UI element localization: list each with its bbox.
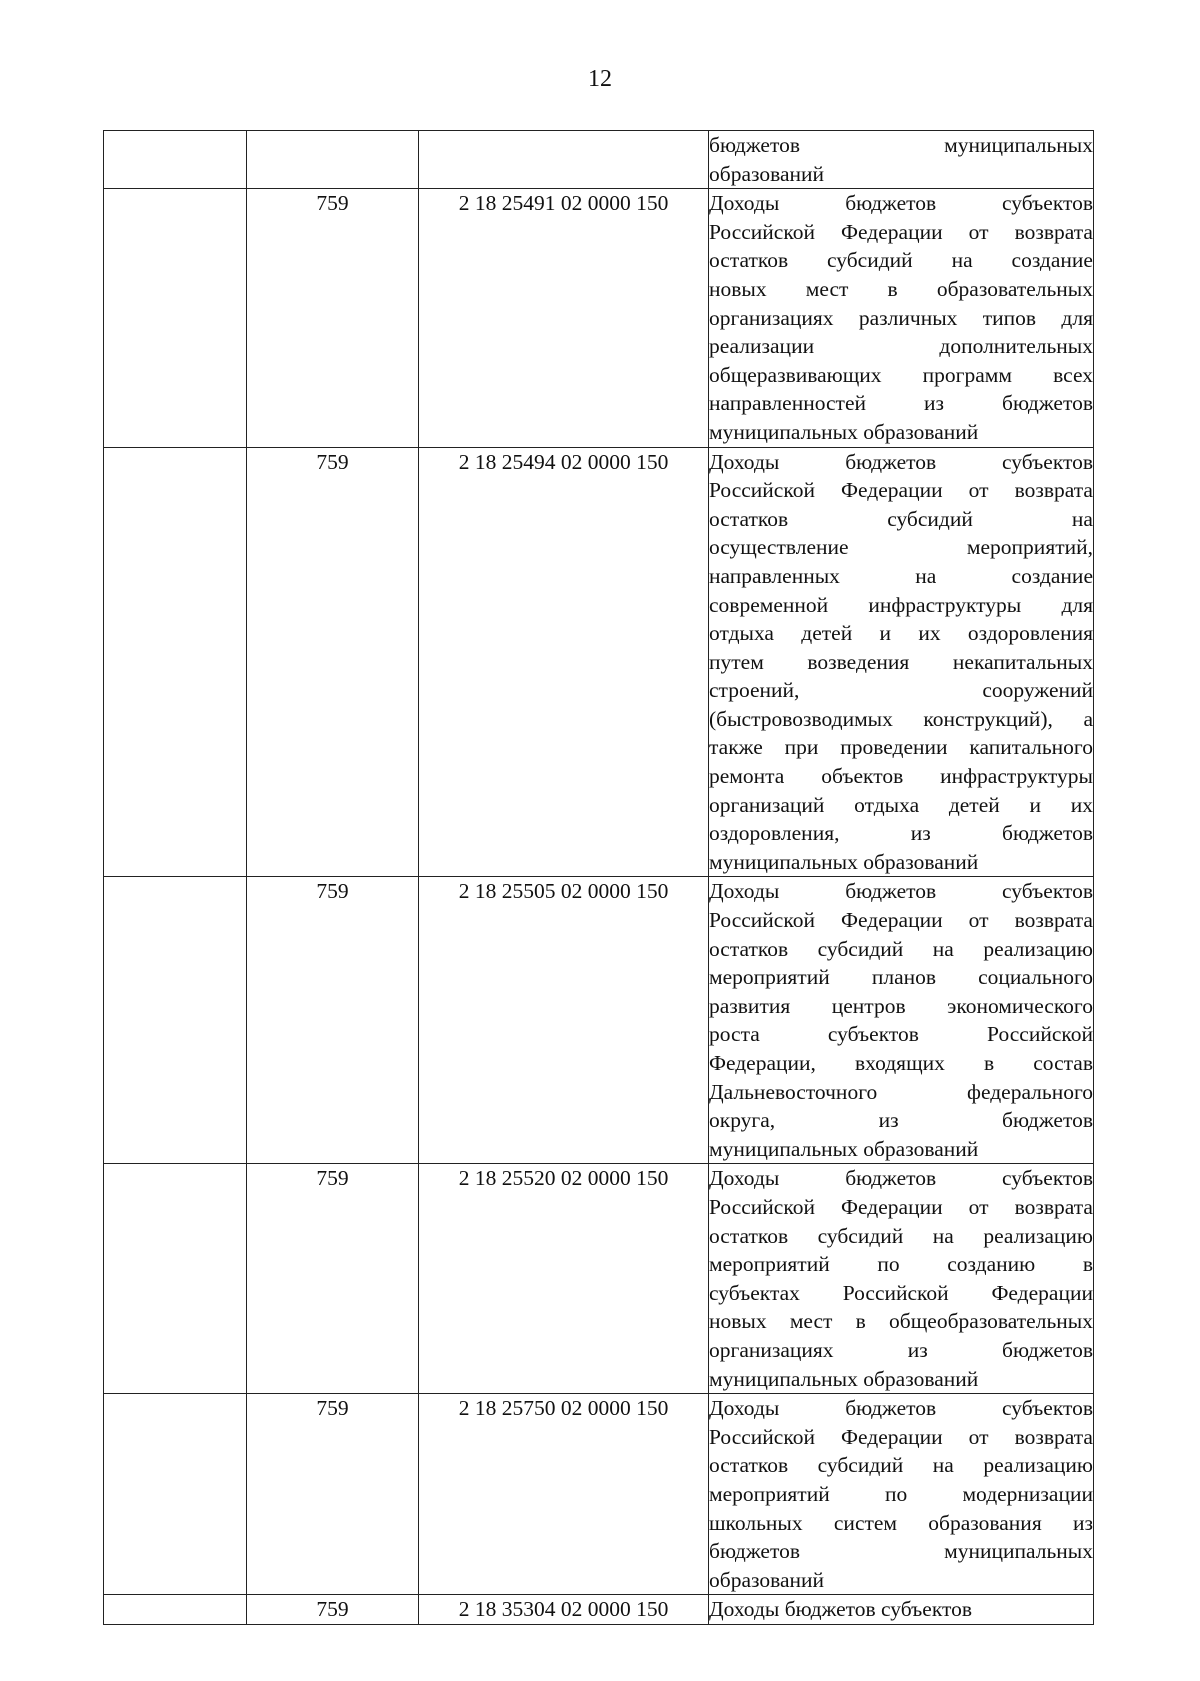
empty-cell (104, 447, 247, 877)
description-line: остатков субсидий на реализацию (709, 936, 1093, 961)
description-line: Доходы бюджетов субъектов (709, 1166, 1093, 1191)
description-cell (709, 189, 1094, 447)
admin-code-cell: 759 (247, 447, 419, 877)
empty-cell (104, 877, 247, 1164)
description-line: (быстровозводимых конструкций), а (709, 706, 1093, 731)
table-row (104, 447, 1094, 877)
description-line: также при проведении капитального (709, 735, 1093, 760)
description-line: бюджетов муниципальных (709, 133, 1093, 157)
table-row (104, 1164, 1094, 1394)
description-cell (709, 877, 1094, 1164)
description-line: направленностей из бюджетов (709, 391, 1093, 416)
description-line: остатков субсидий на создание (709, 248, 1093, 273)
description-cell (709, 1394, 1094, 1595)
empty-cell (104, 131, 247, 189)
empty-cell (104, 1164, 247, 1394)
description-line: Российской Федерации от возврата (709, 1424, 1093, 1449)
description-line: осуществление мероприятий, (709, 535, 1093, 560)
description-line: остатков субсидий на реализацию (709, 1223, 1093, 1248)
description-line: субъектах Российской Федерации (709, 1280, 1093, 1305)
description-line: муниципальных образований (709, 1366, 979, 1391)
description-cell (709, 131, 1094, 189)
description-line: Доходы бюджетов субъектов (709, 1396, 1093, 1421)
admin-code-cell: 759 (247, 1595, 419, 1625)
page-number: 12 (588, 66, 612, 92)
budget-code-cell: 2 18 35304 02 0000 150 (419, 1595, 709, 1625)
admin-code-cell: 759 (247, 877, 419, 1164)
description-line: школьных систем образования из (709, 1510, 1093, 1535)
empty-cell (104, 1394, 247, 1595)
description-line: муниципальных образований (709, 849, 979, 874)
description-cell (709, 1164, 1094, 1394)
description-line: развития центров экономического (709, 993, 1093, 1018)
description-line: муниципальных образований (709, 1136, 979, 1161)
description-line: Российской Федерации от возврата (709, 219, 1093, 244)
description-line: Федерации, входящих в состав (709, 1051, 1093, 1075)
budget-code-table (103, 130, 1094, 1625)
description-line: роста субъектов Российской (709, 1022, 1093, 1047)
description-line: новых мест в образовательных (709, 276, 1093, 301)
admin-code-cell: 759 (247, 1164, 419, 1394)
budget-code-cell (419, 131, 709, 189)
description-line: остатков субсидий на реализацию (709, 1453, 1093, 1478)
description-line: новых мест в общеобразовательных (709, 1309, 1093, 1334)
description-line: образований (709, 161, 825, 186)
description-line: общеразвивающих программ всех (709, 362, 1093, 387)
table-row (104, 877, 1094, 1164)
description-line: оздоровления, из бюджетов (709, 821, 1093, 846)
admin-code-cell: 759 (247, 1394, 419, 1595)
admin-code-cell: 759 (247, 189, 419, 447)
table-row (104, 1595, 1094, 1625)
table-row (104, 189, 1094, 447)
empty-cell (104, 1595, 247, 1625)
description-line: реализации дополнительных (709, 334, 1093, 359)
admin-code-cell (247, 131, 419, 189)
description-line: Российской Федерации от возврата (709, 1194, 1093, 1219)
description-line: образований (709, 1567, 825, 1592)
description-line: Доходы бюджетов субъектов (709, 449, 1093, 474)
description-line: путем возведения некапитальных (709, 649, 1093, 674)
description-cell (709, 1595, 1094, 1625)
description-line: ремонта объектов инфраструктуры (709, 764, 1093, 789)
table-row (104, 131, 1094, 189)
description-line: организациях различных типов для (709, 305, 1093, 330)
budget-code-cell: 2 18 25494 02 0000 150 (419, 447, 709, 877)
description-line: отдыха детей и их оздоровления (709, 621, 1093, 646)
description-line: Российской Федерации от возврата (709, 908, 1093, 933)
description-line: строений, сооружений (709, 678, 1093, 703)
description-line: мероприятий планов социального (709, 965, 1093, 990)
description-line: Дальневосточного федерального (709, 1079, 1093, 1104)
budget-code-cell: 2 18 25505 02 0000 150 (419, 877, 709, 1164)
description-line: мероприятий по созданию в (709, 1252, 1093, 1277)
description-line: округа, из бюджетов (709, 1108, 1093, 1133)
description-line: мероприятий по модернизации (709, 1481, 1093, 1506)
description-line: Доходы бюджетов субъектов (709, 879, 1093, 904)
budget-code-cell: 2 18 25520 02 0000 150 (419, 1164, 709, 1394)
table-row (104, 1394, 1094, 1595)
description-line: организаций отдыха детей и их (709, 792, 1093, 817)
description-line: направленных на создание (709, 563, 1093, 588)
description-line: остатков субсидий на (709, 506, 1093, 531)
description-line: муниципальных образований (709, 419, 979, 444)
description-line: современной инфраструктуры для (709, 592, 1093, 617)
description-cell (709, 447, 1094, 877)
description-line: бюджетов муниципальных (709, 1539, 1093, 1564)
budget-code-cell: 2 18 25491 02 0000 150 (419, 189, 709, 447)
description-line: организациях из бюджетов (709, 1337, 1093, 1362)
empty-cell (104, 189, 247, 447)
description-line: Доходы бюджетов субъектов (709, 191, 1093, 216)
budget-code-cell: 2 18 25750 02 0000 150 (419, 1394, 709, 1595)
description-line: Российской Федерации от возврата (709, 478, 1093, 503)
description-line: Доходы бюджетов субъектов (709, 1597, 973, 1622)
